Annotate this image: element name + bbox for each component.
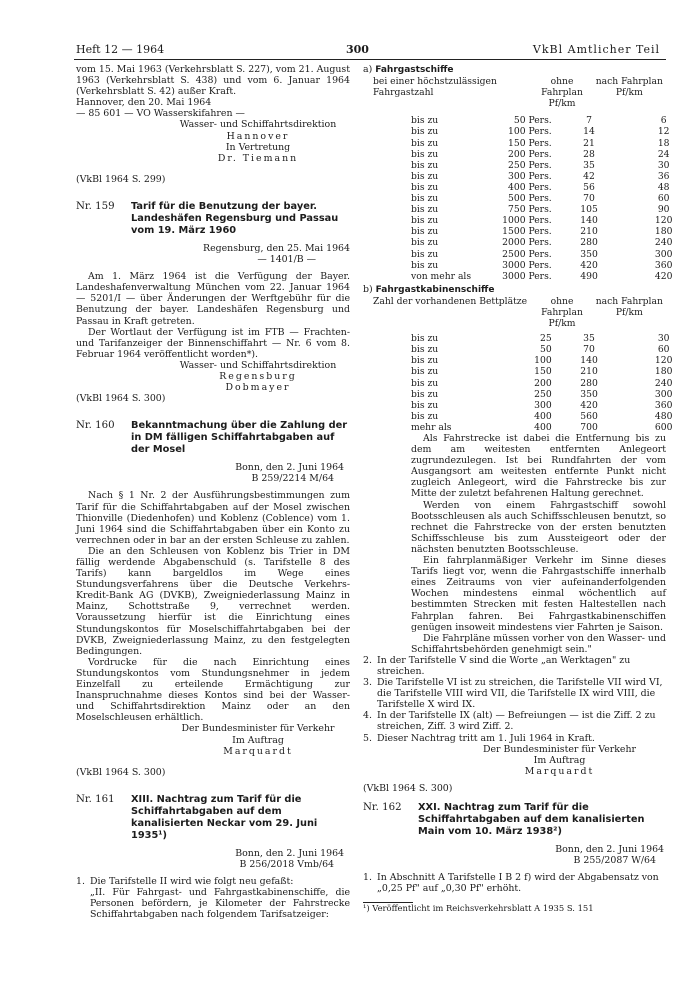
row-label: 400 [534, 421, 552, 433]
intro-ref: — 85 601 — VO Wasserskifahren — [76, 108, 245, 120]
row-value: 48 [657, 181, 670, 193]
notice-162-ref: B 255/2087 W/64 [573, 855, 656, 867]
row-value: 560 [580, 410, 598, 422]
notice-161-item-1: 1. Die Tarifstelle II wird wie folgt neu gefaßt: [76, 875, 294, 887]
row-label: bis zu [411, 248, 439, 260]
row-label: 750 Pers. [508, 204, 552, 216]
row-value: 240 [654, 237, 673, 249]
table-row [411, 171, 700, 182]
page-header [76, 44, 660, 58]
table-row [411, 226, 700, 237]
table-row [411, 333, 700, 344]
notice-162-place: Bonn, den 2. Juni 1964 [555, 844, 664, 855]
notice-162-item-1: 1. In Abschnitt A Tarifstelle I B 2 f) wird der Abgabensatz von „0,25 Pf" auf „0,30 Pf" erhöht. [363, 872, 659, 895]
row-label: 1500 Pers. [502, 226, 552, 238]
notice-162-heading: Nr. 162 XXI. Nachtrag zum Tarif für die Schiffahrtabgaben auf dem kanalisierten Main vom 10. März 1938²) [363, 802, 645, 837]
row-label: 2500 Pers. [502, 248, 552, 260]
notice-161-signature: Der Bundesminister für Verkehr Im Auftrag Marquardt [482, 743, 637, 777]
row-value: 21 [583, 137, 595, 149]
row-label: mehr als [411, 421, 452, 433]
list-item: 4. In der Tarifstelle IX (alt) — Befreiungen — ist die Ziff. 2 zu streichen, Ziff. 3 wird Ziff. 2. [363, 710, 656, 733]
table-row [411, 138, 700, 149]
table-row [411, 115, 700, 126]
row-label: 400 Pers. [508, 181, 552, 193]
row-value: 60 [657, 193, 670, 205]
notice-160-ref: B 259/2214 M/64 [251, 473, 334, 485]
row-label: 50 Pers. [513, 115, 552, 127]
page-number: 300 [346, 43, 369, 56]
row-label: bis zu [411, 355, 439, 367]
row-label: bis zu [411, 215, 439, 227]
tariff-notes: Als Fahrstrecke ist dabei die Entfernung bis zu dem am weitesten entfernten Anlegeort zugrundezulegen. Ist bei Rundfahrten der vom Ausgangsort am weitesten entfernte Punkt nicht zugleich Anlegeort, wird die Fahrstrecke bis zur Mitte der zuletzt befahrenen Haltung gerechnet. Werden von einem Fahrgastschiff sowohl Bootsschleusen als auch Schiffsschleusen benutzt, so rechnet die Fahrstrecke von der ersten benutzten Schiffsschleuse bis zum Aussteigeort oder der nächsten benutzten Bootsschleuse. Ein fahrplanmäßiger Verkehr im Sinne dieses Tarifs liegt vor, wenn die Fahrgastschiffe innerhalb eines Zeitraums von vier aufeinanderfolgenden Wochen mindestens einmal wöchentlich auf bestimmten Strecken mit festen Haltestellen nach Fahrplan fahren. Bei Fahrgastkabinenschiffen genügen insoweit mindestens vier Fahrten je Saison. Die Fahrpläne müssen vorher von den Wasser- und Schiffahrtsbehörden genehmigt sein." [411, 433, 666, 655]
intro-citation: (VkBl 1964 S. 299) [76, 173, 166, 185]
row-label: 300 [534, 399, 552, 411]
table-header: Zahl der vorhandenen Bettplätze ohne Fahrplan Pf/km nach Fahrplan Pf/km [373, 295, 663, 330]
left-column [76, 64, 350, 920]
table-row [411, 237, 700, 248]
row-value: 280 [580, 377, 598, 389]
row-label: bis zu [411, 388, 439, 400]
notice-159-para1: Am 1. März 1964 ist die Verfügung der Bayer. Landeshafenverwaltung München vom 22. Januar 1964 — 5201/I — über Änderungen der Werftgebühr für die Benutzung der bayer. Landeshäfen Regensburg und Passau in Kraft getreten. [76, 271, 350, 327]
table-row [411, 193, 700, 204]
row-label: bis zu [411, 126, 439, 138]
row-value: 30 [657, 159, 670, 171]
row-label: 50 [540, 344, 552, 356]
table-row [411, 249, 700, 260]
row-value: 600 [654, 421, 673, 433]
table-row [411, 215, 700, 226]
row-label: bis zu [411, 259, 439, 271]
row-label: bis zu [411, 366, 439, 378]
row-value: 280 [580, 237, 598, 249]
row-label: 100 Pers. [508, 126, 552, 138]
cabin-ship-rows [411, 333, 700, 433]
row-value: 35 [583, 333, 595, 345]
row-label: 300 Pers. [508, 170, 552, 182]
cabin-ship-table [373, 296, 663, 333]
table-row [411, 422, 700, 433]
row-label: bis zu [411, 377, 439, 389]
row-value: 18 [657, 137, 670, 149]
issue-label: Heft 12 — 1964 [76, 43, 165, 56]
row-value: 350 [580, 388, 598, 400]
notice-161-quote: „II. Für Fahrgast- und Fahrgastkabinenschiffe, die Personen befördern, je Kilometer der Fahrstrecke Schiffahrtabgaben nach folgendem Tarifsatzeiger: [90, 887, 350, 921]
table-row [411, 355, 700, 366]
right-column [363, 64, 673, 914]
table-row [411, 378, 700, 389]
row-value: 7 [586, 115, 592, 127]
row-label: 400 [534, 410, 552, 422]
row-value: 70 [583, 193, 595, 205]
row-value: 105 [580, 204, 598, 216]
notice-160-place: Bonn, den 2. Juni 1964 [235, 462, 344, 474]
row-label: 500 Pers. [508, 193, 552, 205]
row-label: 150 Pers. [508, 137, 552, 149]
row-value: 300 [654, 388, 673, 400]
table-row [411, 271, 700, 282]
notice-160-signature: Der Bundesminister für Verkehr Im Auftrag Marquardt [181, 723, 335, 757]
table-row [411, 160, 700, 171]
passenger-ship-table [373, 76, 663, 115]
row-value: 24 [657, 148, 670, 160]
row-value: 6 [660, 115, 667, 127]
notice-160-para3: Vordrucke für die nach Einrichtung eines Stundungskontos vom Stundungsnehmer in jedem Einzelfall zu erteilende Ermächtigung zur Inanspruchnahme dieses Kontos sind bei der Wasser- und Schiffahrtsdirektion Mainz oder an den Moselschleusen erhältlich. [76, 656, 350, 724]
notice-161-ref: B 256/2018 Vmb/64 [239, 858, 334, 870]
table-header: bei einer höchstzulässigen Fahrgastzahl ohne Fahrplan Pf/km nach Fahrplan Pf/km [373, 76, 663, 110]
notice-159-para2: Der Wortlaut der Verfügung ist im FTB — Frachten- und Tarifanzeiger der Binnenschiffahrt — Nr. 6 vom 8. Februar 1964 veröffentlicht worden*). [76, 326, 350, 360]
table-row [411, 411, 700, 422]
row-value: 490 [580, 270, 598, 282]
row-value: 210 [580, 226, 598, 238]
row-label: bis zu [411, 148, 439, 160]
row-value: 420 [580, 259, 598, 271]
table-row [411, 149, 700, 160]
table-row [411, 182, 700, 193]
row-label: bis zu [411, 170, 439, 182]
row-value: 36 [657, 170, 670, 182]
row-value: 300 [654, 248, 673, 260]
table-row [411, 400, 700, 411]
notice-161-heading: Nr. 161 XIII. Nachtrag zum Tarif für die Schiffahrtabgaben auf dem kanalisierten Neckar vom 29. Juni 1935¹) [76, 793, 318, 841]
notice-159-citation: (VkBl 1964 S. 300) [76, 393, 166, 405]
row-value: 350 [580, 248, 598, 260]
table-row [411, 260, 700, 271]
notice-160-para2: Die an den Schleusen von Koblenz bis Trier in DM fällig werdende Abgabenschuld (s. Tarifstelle 8 des Tarifs) kann bargeldlos im Wege eines Stundungsverfahrens über die Deutsche Verkehrs-Kredit-Bank AG (DVKB), Zweigniederlassung Mainz in Mainz, Schottstraße 9, verrechnet werden. Voraussetzung hierfür ist die Einrichtung eines Stundungskontos für Moselschiffahrtabgaben bei der DVKB, Zweigniederlassung Mainz, zu den festgelegten Bedingungen. [76, 545, 350, 657]
row-label: 3000 Pers. [502, 259, 552, 271]
row-label: 25 [540, 333, 552, 345]
row-label: 2000 Pers. [502, 237, 552, 249]
notice-159-place: Regensburg, den 25. Mai 1964 [203, 242, 350, 254]
row-label: bis zu [411, 204, 439, 216]
row-label: von mehr als [411, 270, 472, 282]
row-label: bis zu [411, 333, 439, 345]
section-a-heading: a) Fahrgastschiffe [363, 64, 454, 75]
notice-160-heading: Nr. 160 Bekanntmachung über die Zahlung der in DM fälligen Schiffahrtabgaben auf der Mosel [76, 420, 348, 456]
notice-161-citation: (VkBl 1964 S. 300) [363, 782, 453, 794]
row-value: 480 [654, 410, 673, 422]
row-value: 70 [583, 344, 595, 356]
row-value: 60 [657, 344, 670, 356]
amendment-items [363, 655, 666, 744]
row-value: 420 [580, 399, 598, 411]
intro-text: vom 15. Mai 1963 (Verkehrsblatt S. 227), vom 21. August 1963 (Verkehrsblatt S. 438) und vom 6. Januar 1964 (Verkehrsblatt S. 42) außer Kraft. [76, 64, 350, 98]
row-value: 14 [583, 126, 595, 138]
table-row [411, 126, 700, 137]
row-label: bis zu [411, 137, 439, 149]
section-b-heading: b) Fahrgastkabinenschiffe [363, 283, 495, 295]
row-value: 360 [654, 259, 673, 271]
row-label: 1000 Pers. [502, 215, 552, 227]
row-label: 200 Pers. [508, 148, 552, 160]
notice-159-ref: — 1401/B — [257, 254, 316, 266]
row-value: 180 [654, 366, 673, 378]
notice-159-heading: Nr. 159 Tarif für die Benutzung der bayer. Landeshäfen Regensburg und Passau vom 19. März 1960 [76, 200, 339, 236]
row-label: bis zu [411, 193, 439, 205]
intro-signature: Wasser- und Schiffahrtsdirektion Hannover In Vertretung Dr. Tiemann [179, 119, 337, 164]
row-value: 140 [580, 355, 598, 367]
table-row [411, 389, 700, 400]
row-label: 100 [534, 355, 552, 367]
list-item: 2. In der Tarifstelle V sind die Worte „an Werktagen" zu streichen. [363, 654, 631, 677]
list-item: 5. Dieser Nachtrag tritt am 1. Juli 1964 in Kraft. [363, 732, 595, 744]
row-value: 56 [583, 181, 595, 193]
table-row [411, 344, 700, 355]
row-label: 250 Pers. [508, 159, 552, 171]
row-label: bis zu [411, 344, 439, 356]
row-value: 30 [657, 333, 670, 345]
row-value: 210 [580, 366, 598, 378]
row-value: 120 [654, 355, 673, 367]
row-value: 90 [657, 204, 670, 216]
row-value: 42 [583, 170, 595, 182]
passenger-ship-rows [411, 115, 700, 281]
row-label: bis zu [411, 159, 439, 171]
row-value: 28 [583, 148, 595, 160]
list-item: 3. Die Tarifstelle VI ist zu streichen, die Tarifstelle VII wird VI, die Tarifstelle VIII wird VII, die Tarifstelle IX wird VIII, die Tarifstelle X wird IX. [363, 677, 663, 711]
header-rule [74, 59, 666, 60]
row-value: 180 [654, 226, 673, 238]
notice-159-signature: Wasser- und Schiffahrtsdirektion Regensburg Dobmayer [179, 359, 337, 394]
row-label: 250 [534, 388, 552, 400]
table-row [411, 204, 700, 215]
row-label: bis zu [411, 181, 439, 193]
row-value: 120 [654, 215, 673, 227]
row-label: bis zu [411, 410, 439, 422]
row-label: 150 [534, 366, 552, 378]
row-value: 140 [580, 215, 598, 227]
intro-place: Hannover, den 20. Mai 1964 [76, 97, 212, 109]
table-row [411, 366, 700, 377]
footnote: ¹) Veröffentlicht im Reichsverkehrsblatt A 1935 S. 151 [363, 903, 594, 914]
row-label: bis zu [411, 115, 439, 127]
journal-title: VkBl Amtlicher Teil [532, 43, 660, 56]
row-label: 3000 Pers. [502, 270, 552, 282]
notice-160-citation: (VkBl 1964 S. 300) [76, 766, 166, 778]
row-value: 420 [654, 270, 673, 282]
row-value: 700 [580, 421, 598, 433]
notice-161-place: Bonn, den 2. Juni 1964 [235, 847, 344, 859]
notice-160-para1: Nach § 1 Nr. 2 der Ausführungsbestimmungen zum Tarif für die Schiffahrtabgaben auf der Mosel zwischen Thionville (Diedenhofen) und Koblenz (Coblence) vom 1. Juni 1964 sind die Schiffahrtabgaben über ein Konto zu verrechnen oder in bar an der ersten Schleuse zu zahlen. [76, 490, 350, 546]
row-label: 200 [534, 377, 552, 389]
row-label: bis zu [411, 237, 439, 249]
row-value: 12 [657, 126, 670, 138]
row-value: 360 [654, 399, 673, 411]
row-label: bis zu [411, 226, 439, 238]
row-label: bis zu [411, 399, 439, 411]
row-value: 35 [583, 159, 595, 171]
row-value: 240 [654, 377, 673, 389]
